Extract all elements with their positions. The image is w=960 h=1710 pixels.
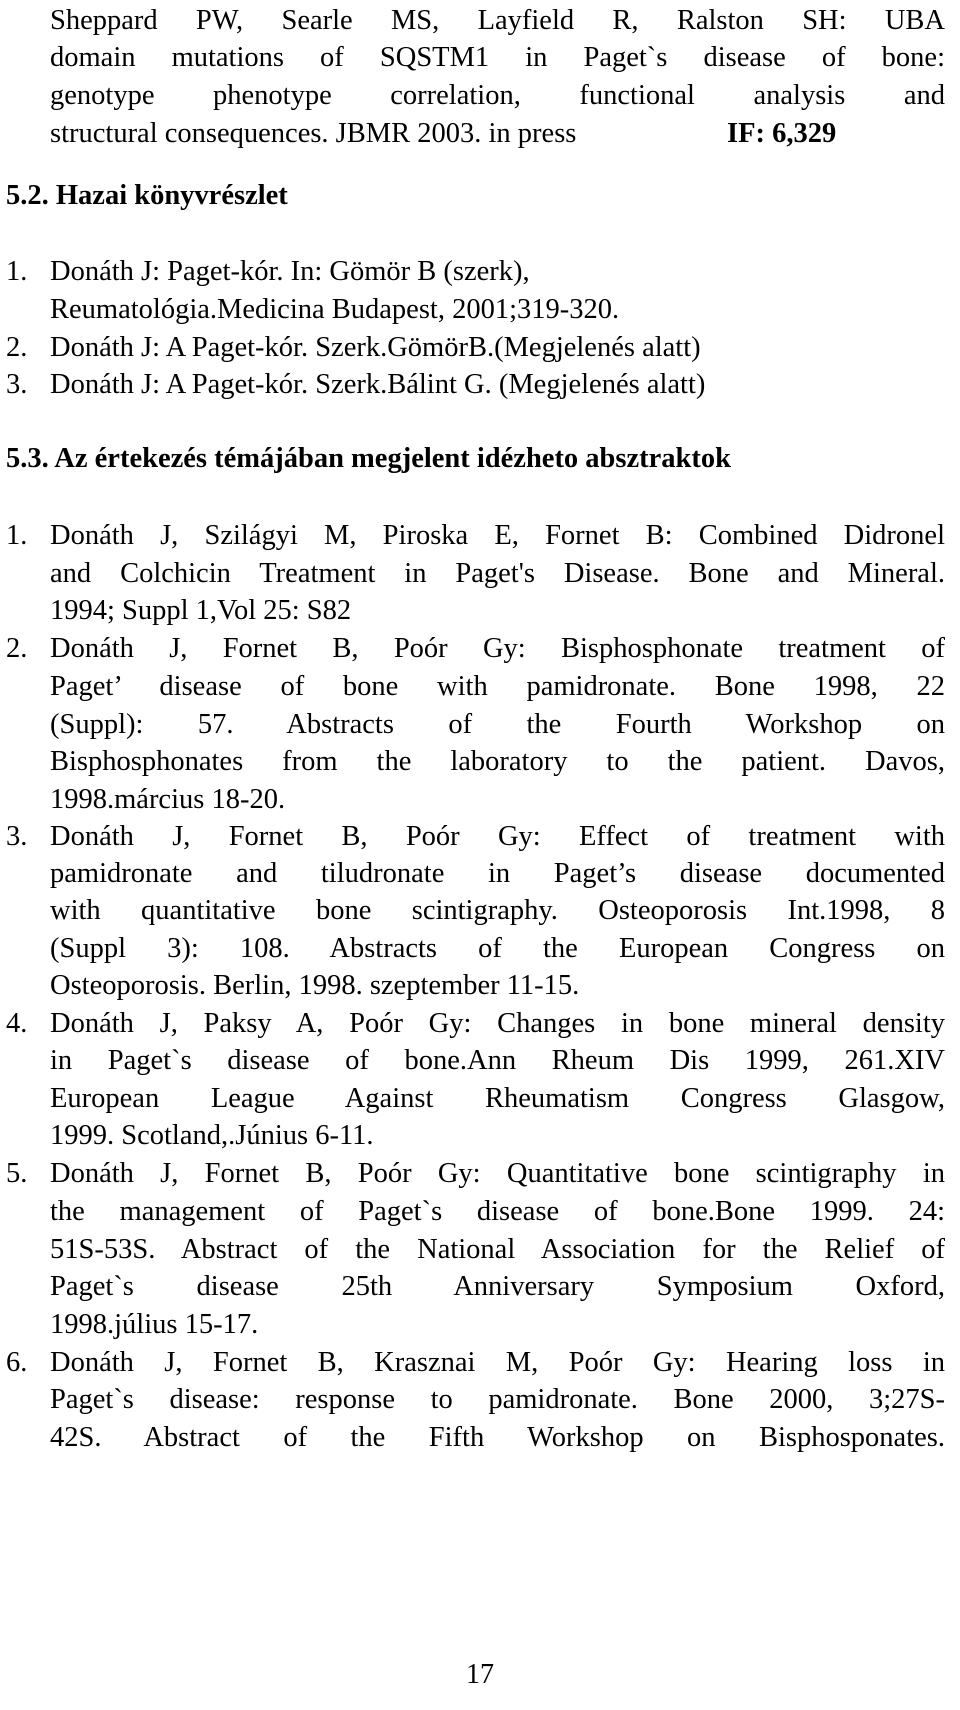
list-number: 6. — [6, 1347, 28, 1378]
abstract-line: Paget’ disease of bone with pamidronate. Bone 1998, 22 — [50, 671, 945, 702]
list-number: 5. — [6, 1158, 28, 1189]
list-number: 4. — [6, 1008, 28, 1039]
abstract-line: 1998.július 15-17. — [50, 1309, 259, 1340]
book-chapter-line: Donáth J: Paget-kór. In: Gömör B (szerk), — [50, 256, 530, 287]
abstract-line: Donáth J, Fornet B, Poór Gy: Quantitative bone scintigraphy in — [50, 1158, 945, 1189]
page-number: 17 — [466, 1659, 494, 1690]
abstract-line: Paget`s disease 25th Anniversary Symposium Oxford, — [50, 1271, 945, 1302]
book-chapter-line: Reumatológia.Medicina Budapest, 2001;319-320. — [50, 294, 620, 325]
book-chapter-line: Donáth J: A Paget-kór. Szerk.GömörB.(Megjelenés alatt) — [50, 332, 701, 363]
abstract-line: 1999. Scotland,.Június 6-11. — [50, 1120, 374, 1151]
abstract-line: the management of Paget`s disease of bone.Bone 1999. 24: — [50, 1196, 945, 1227]
abstract-line: and Colchicin Treatment in Paget's Disease. Bone and Mineral. — [50, 558, 945, 589]
list-number: 2. — [6, 633, 28, 664]
abstract-line: Donáth J, Fornet B, Krasznai M, Poór Gy: Hearing loss in — [50, 1347, 945, 1378]
intro-line-3: genotype phenotype correlation, functional analysis and — [50, 80, 945, 111]
list-number: 1. — [6, 520, 28, 551]
list-number: 3. — [6, 369, 28, 400]
abstract-line: Donáth J, Paksy A, Poór Gy: Changes in bone mineral density — [50, 1008, 945, 1039]
section-heading-hazai-konyvreszlet: 5.2. Hazai könyvrészlet — [6, 180, 288, 211]
abstract-line: with quantitative bone scintigraphy. Osteoporosis Int.1998, 8 — [50, 895, 945, 926]
abstract-line: Bisphosphonates from the laboratory to the patient. Davos, — [50, 746, 945, 777]
abstract-line: in Paget`s disease of bone.Ann Rheum Dis 1999, 261.XIV — [50, 1045, 945, 1076]
list-number: 1. — [6, 256, 28, 287]
abstract-line: Donáth J, Fornet B, Poór Gy: Effect of treatment with — [50, 821, 945, 852]
abstract-line: 1994; Suppl 1,Vol 25: S82 — [50, 595, 352, 626]
abstract-line: Donáth J, Fornet B, Poór Gy: Bisphosphonate treatment of — [50, 633, 945, 664]
abstract-line: European League Against Rheumatism Congress Glasgow, — [50, 1083, 945, 1114]
impact-factor: IF: 6,329 — [727, 118, 837, 149]
intro-line-2: domain mutations of SQSTM1 in Paget`s disease of bone: — [50, 42, 945, 73]
abstract-line: 42S. Abstract of the Fifth Workshop on Bisphosponates. — [50, 1422, 945, 1453]
book-chapter-line: Donáth J: A Paget-kór. Szerk.Bálint G. (Megjelenés alatt) — [50, 369, 706, 400]
abstract-line: Paget`s disease: response to pamidronate. Bone 2000, 3;27S- — [50, 1384, 945, 1415]
abstract-line: 51S-53S. Abstract of the National Association for the Relief of — [50, 1234, 945, 1265]
abstract-line: Osteoporosis. Berlin, 1998. szeptember 11-15. — [50, 970, 580, 1001]
intro-line-1: Sheppard PW, Searle MS, Layfield R, Ralston SH: UBA — [50, 5, 945, 36]
intro-line-4: structural consequences. JBMR 2003. in press — [50, 118, 577, 149]
list-number: 3. — [6, 821, 28, 852]
abstract-line: (Suppl 3): 108. Abstracts of the European Congress on — [50, 933, 945, 964]
section-heading-abstracts: 5.3. Az értekezés témájában megjelent idézheto absztraktok — [6, 443, 731, 474]
abstract-line: (Suppl): 57. Abstracts of the Fourth Workshop on — [50, 709, 945, 740]
abstract-line: pamidronate and tiludronate in Paget’s disease documented — [50, 858, 945, 889]
abstract-line: 1998.március 18-20. — [50, 784, 286, 815]
abstract-line: Donáth J, Szilágyi M, Piroska E, Fornet B: Combined Didronel — [50, 520, 945, 551]
list-number: 2. — [6, 332, 28, 363]
